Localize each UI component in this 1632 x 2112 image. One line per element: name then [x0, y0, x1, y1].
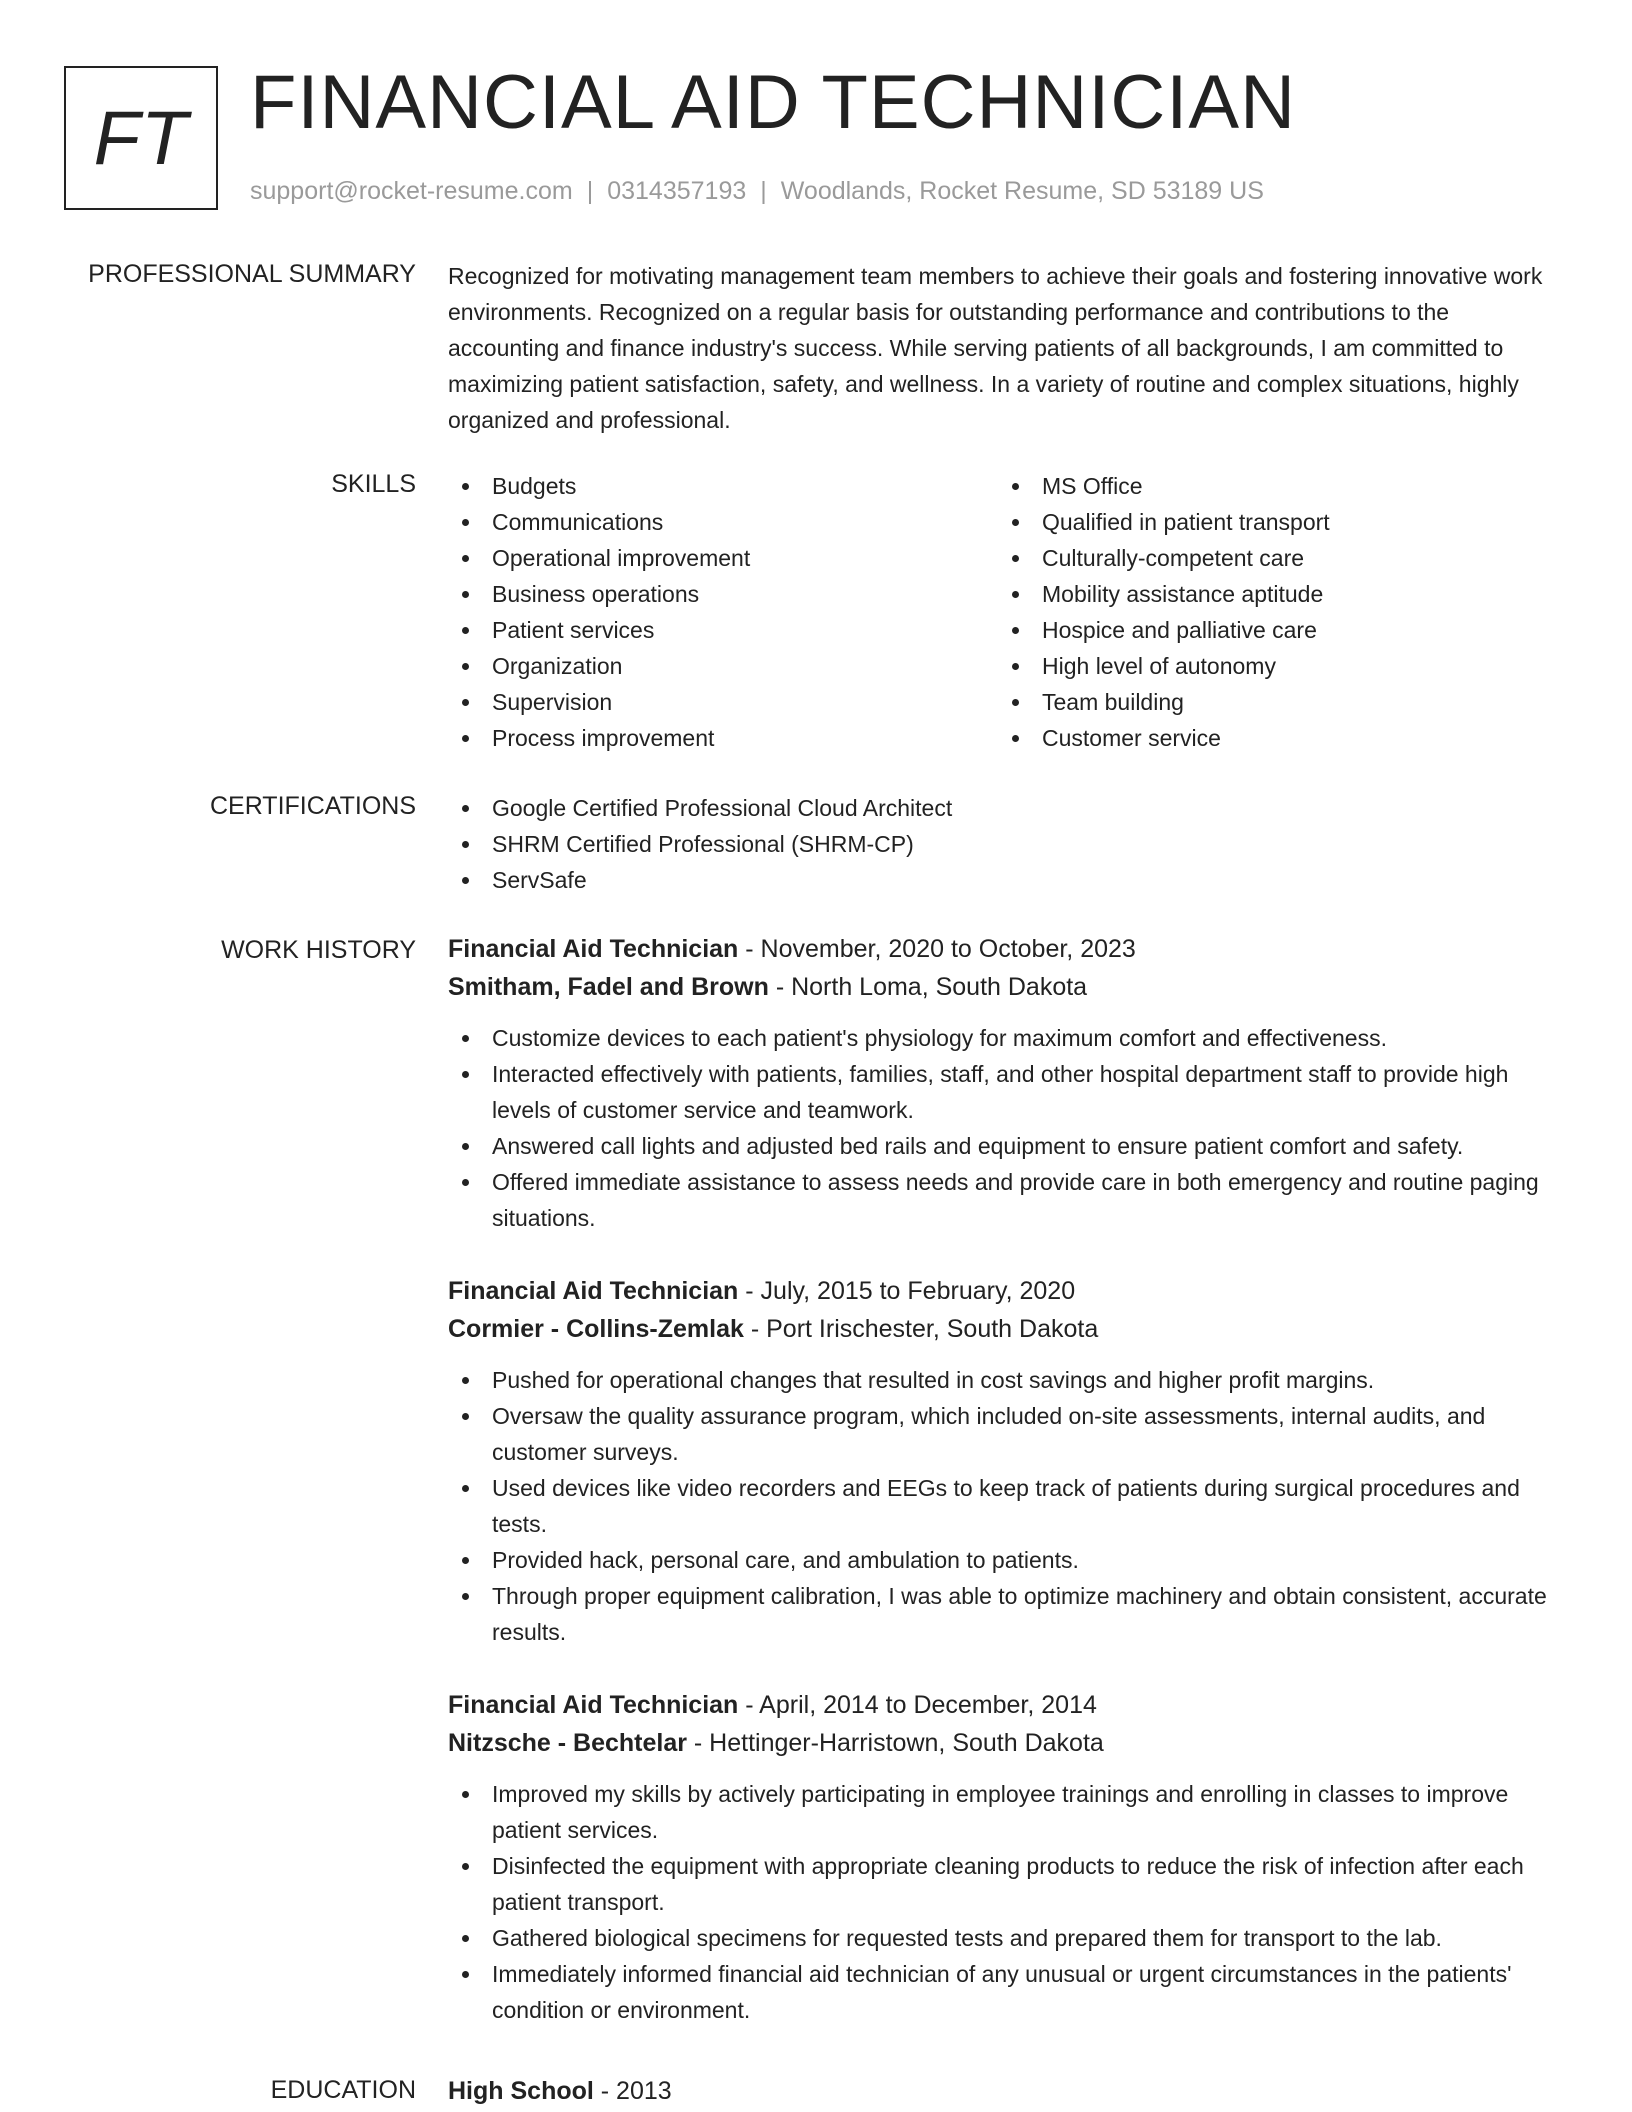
job-location: - Port Irischester, South Dakota: [743, 1315, 1099, 1343]
skills-list-left: [448, 468, 998, 756]
skill-item: Organization: [448, 648, 998, 684]
job-entry: [448, 1686, 1564, 2028]
contact-separator: |: [586, 177, 594, 205]
job-dates: - November, 2020 to October, 2023: [738, 935, 1136, 963]
skill-item: High level of autonomy: [998, 648, 1548, 684]
certification-item: Google Certified Professional Cloud Architect: [448, 790, 1564, 826]
candidate-name: FINANCIAL AID TECHNICIAN: [250, 60, 1296, 145]
contact-address: Woodlands, Rocket Resume, SD 53189 US: [780, 177, 1264, 205]
skill-item: Hospice and palliative care: [998, 612, 1548, 648]
job-entry: [448, 930, 1564, 1236]
job-bullet: Interacted effectively with patients, families, staff, and other hospital department staff to provide high levels of customer service and teamwork.: [448, 1056, 1564, 1128]
job-company-line: [448, 968, 1564, 1006]
job-bullet: Through proper equipment calibration, I was able to optimize machinery and obtain consistent, accurate results.: [448, 1578, 1564, 1650]
job-bullet: Gathered biological specimens for requested tests and prepared them for transport to the lab.: [448, 1920, 1564, 1956]
job-company: Nitzsche - Bechtelar: [448, 1729, 687, 1757]
contact-line: [250, 176, 1264, 206]
skill-item: Team building: [998, 684, 1548, 720]
job-location: - North Loma, South Dakota: [768, 973, 1088, 1001]
job-bullet: Pushed for operational changes that resulted in cost savings and higher profit margins.: [448, 1362, 1564, 1398]
job-company-line: [448, 1724, 1564, 1762]
section-label-education: EDUCATION: [270, 2076, 416, 2104]
skill-item: Operational improvement: [448, 540, 998, 576]
certifications-list: [448, 790, 1564, 898]
job-bullet: Immediately informed financial aid technician of any unusual or urgent circumstances in the patients' condition or environment.: [448, 1956, 1564, 2028]
job-dates: - April, 2014 to December, 2014: [738, 1691, 1097, 1719]
job-entry: [448, 1272, 1564, 1650]
skills-body: [448, 468, 1564, 756]
job-location: - Hettinger-Harristown, South Dakota: [686, 1729, 1104, 1757]
job-bullet: Answered call lights and adjusted bed rails and equipment to ensure patient comfort and safety.: [448, 1128, 1564, 1164]
work-history-body: [448, 930, 1564, 2064]
skill-item: Patient services: [448, 612, 998, 648]
skill-item: Process improvement: [448, 720, 998, 756]
job-bullet: Provided hack, personal care, and ambulation to patients.: [448, 1542, 1564, 1578]
job-company: Smitham, Fadel and Brown: [448, 973, 769, 1001]
job-bullet: Customize devices to each patient's physiology for maximum comfort and effectiveness.: [448, 1020, 1564, 1056]
education-body: [448, 2072, 1564, 2110]
job-company-line: [448, 1310, 1564, 1348]
job-title: Financial Aid Technician: [448, 935, 739, 963]
job-company: Cormier - Collins-Zemlak: [448, 1315, 744, 1343]
certification-item: SHRM Certified Professional (SHRM-CP): [448, 826, 1564, 862]
job-bullet: Offered immediate assistance to assess needs and provide care in both emergency and routine paging situations.: [448, 1164, 1564, 1236]
skill-item: Customer service: [998, 720, 1548, 756]
job-dates: - July, 2015 to February, 2020: [738, 1277, 1076, 1305]
job-title-line: [448, 930, 1564, 968]
certification-item: ServSafe: [448, 862, 1564, 898]
contact-email[interactable]: support@rocket-resume.com: [250, 177, 573, 205]
education-entry: [448, 2072, 1564, 2110]
job-title: Financial Aid Technician: [448, 1691, 739, 1719]
job-bullet: Disinfected the equipment with appropriate cleaning products to reduce the risk of infection after each patient transport.: [448, 1848, 1564, 1920]
summary-text: Recognized for motivating management team members to achieve their goals and fostering innovative work environments. Recognized on a regular basis for outstanding performance and contributions to the accounting and finance industry's success. While serving patients of all backgrounds, I am committed to maximizing patient satisfaction, safety, and wellness. In a variety of routine and complex situations, highly organized and professional.: [448, 263, 1543, 433]
job-bullets: [448, 1776, 1564, 2028]
skills-columns: [448, 468, 1564, 756]
job-title-line: [448, 1272, 1564, 1310]
section-label-work-history: WORK HISTORY: [221, 936, 416, 964]
education-year: - 2013: [593, 2077, 672, 2105]
skill-item: Business operations: [448, 576, 998, 612]
job-bullet: Oversaw the quality assurance program, which included on-site assessments, internal audits, and customer surveys.: [448, 1398, 1564, 1470]
section-label-certifications: CERTIFICATIONS: [209, 792, 416, 820]
skill-item: Mobility assistance aptitude: [998, 576, 1548, 612]
job-bullets: [448, 1362, 1564, 1650]
skills-list-right: [998, 468, 1548, 756]
job-title-line: [448, 1686, 1564, 1724]
skill-item: Culturally-competent care: [998, 540, 1548, 576]
education-degree: High School: [448, 2077, 594, 2105]
contact-separator: |: [760, 177, 767, 205]
skill-item: Qualified in patient transport: [998, 504, 1548, 540]
section-label-summary: PROFESSIONAL SUMMARY: [88, 260, 416, 288]
certifications-body: [448, 790, 1564, 898]
job-bullet: Used devices like video recorders and EEGs to keep track of patients during surgical procedures and tests.: [448, 1470, 1564, 1542]
skill-item: Budgets: [448, 468, 998, 504]
job-bullets: [448, 1020, 1564, 1236]
resume-header: [64, 60, 1564, 214]
skill-item: MS Office: [998, 468, 1548, 504]
skill-item: Communications: [448, 504, 998, 540]
section-label-skills: SKILLS: [331, 470, 416, 498]
job-title: Financial Aid Technician: [448, 1277, 739, 1305]
contact-phone[interactable]: 0314357193: [607, 177, 747, 205]
job-bullet: Improved my skills by actively participating in employee trainings and enrolling in classes to improve patient services.: [448, 1776, 1564, 1848]
monogram-logo: FT: [64, 66, 218, 210]
skill-item: Supervision: [448, 684, 998, 720]
